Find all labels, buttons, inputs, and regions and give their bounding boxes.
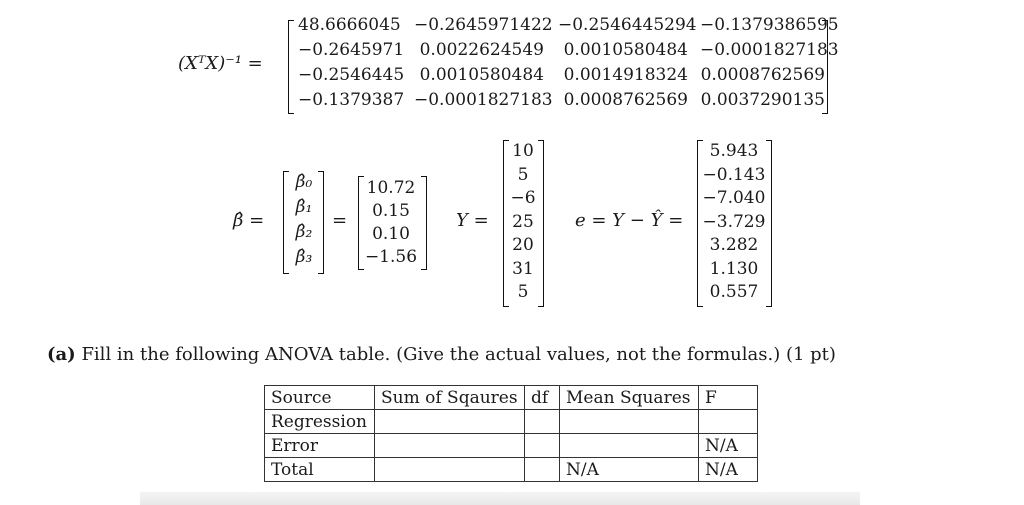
table-row	[265, 434, 758, 458]
question-part: (a)	[47, 344, 76, 365]
table-row	[265, 458, 758, 482]
beta-value: 0.10	[372, 224, 410, 244]
beta-symbol: β̂₁	[295, 197, 313, 217]
header-source: Source	[265, 386, 375, 410]
matrix-cell: 0.0008762569	[563, 90, 688, 110]
question	[47, 344, 836, 365]
residual-value: 5.943	[709, 141, 759, 161]
df-cell[interactable]	[525, 410, 560, 434]
f-cell: N/A	[699, 458, 758, 482]
y-value: 10	[512, 141, 534, 161]
y-value: 20	[512, 235, 534, 255]
residual-value: 0.557	[709, 282, 759, 302]
df-cell[interactable]	[525, 458, 560, 482]
mean-squares-cell[interactable]	[560, 410, 699, 434]
beta-value: −1.56	[364, 247, 418, 267]
y-label: Y =	[456, 210, 489, 231]
residual-value: 1.130	[709, 258, 759, 279]
y-value: 31	[512, 258, 534, 279]
matrix-cell: 0.0008762569	[700, 65, 825, 85]
beta-symbol: β̂₂	[295, 222, 313, 242]
matrix-cell: −0.1379386595	[700, 15, 839, 35]
mean-squares-cell[interactable]	[560, 434, 699, 458]
matrix-cell: −0.2546445294	[558, 15, 697, 35]
beta-label: β̂ =	[233, 210, 265, 231]
header-mean-squares: Mean Squares	[560, 386, 699, 410]
row-source: Regression	[265, 410, 375, 434]
matrix-cell: −0.0001827183	[414, 90, 553, 110]
beta-symbol: β̂₀	[295, 172, 313, 192]
matrix-cell: 0.0022624549	[419, 40, 544, 60]
matrix-cell: −0.2546445	[298, 65, 405, 85]
question-text: Fill in the following ANOVA table. (Give the actual values, not the formulas.) (1 pt)	[81, 344, 836, 365]
y-value: 5	[517, 282, 529, 302]
anova-header-row	[265, 386, 758, 410]
sum-of-squares-cell[interactable]	[375, 434, 525, 458]
matrix-cell: 48.6666045	[298, 15, 401, 35]
matrix-cell: 0.0010580484	[419, 65, 544, 85]
residual-label: e = Y − Ŷ =	[575, 210, 684, 231]
right-bracket	[421, 176, 427, 270]
df-cell[interactable]	[525, 434, 560, 458]
residual-value: −0.143	[702, 164, 766, 185]
header-f: F	[699, 386, 758, 410]
row-source: Error	[265, 434, 375, 458]
header-sum-of-squares: Sum of Sqaures	[375, 386, 525, 410]
beta-symbol: β̂₃	[295, 247, 313, 267]
y-value: −6	[510, 188, 536, 208]
table-row	[265, 410, 758, 434]
matrix-cell: 0.0010580484	[563, 40, 688, 60]
matrix-cell: −0.2645971422	[414, 15, 553, 35]
matrix-cell: −0.0001827183	[700, 40, 839, 60]
f-cell[interactable]	[699, 410, 758, 434]
mean-squares-cell: N/A	[560, 458, 699, 482]
anova-table	[264, 385, 758, 482]
row-source: Total	[265, 458, 375, 482]
y-value: 5	[517, 164, 529, 185]
sum-of-squares-cell[interactable]	[375, 458, 525, 482]
y-value: 25	[512, 211, 534, 232]
beta-value: 0.15	[372, 201, 410, 221]
beta-value: 10.72	[366, 178, 416, 198]
residual-value: −7.040	[702, 188, 766, 208]
matrix-cell: −0.1379387	[298, 90, 405, 110]
right-bracket	[766, 140, 772, 307]
equals-sign: =	[332, 210, 348, 231]
inverse-matrix-label: (XᵀX)⁻¹ =	[178, 53, 263, 74]
matrix-cell: −0.2645971	[298, 40, 405, 60]
header-df: df	[525, 386, 560, 410]
bottom-shadow	[140, 492, 860, 505]
residual-value: −3.729	[702, 211, 766, 232]
matrix-cell: 0.0037290135	[700, 90, 825, 110]
matrix-cell: 0.0014918324	[563, 65, 688, 85]
left-bracket	[288, 20, 294, 114]
residual-value: 3.282	[709, 235, 759, 255]
right-bracket	[538, 140, 544, 307]
f-cell: N/A	[699, 434, 758, 458]
sum-of-squares-cell[interactable]	[375, 410, 525, 434]
